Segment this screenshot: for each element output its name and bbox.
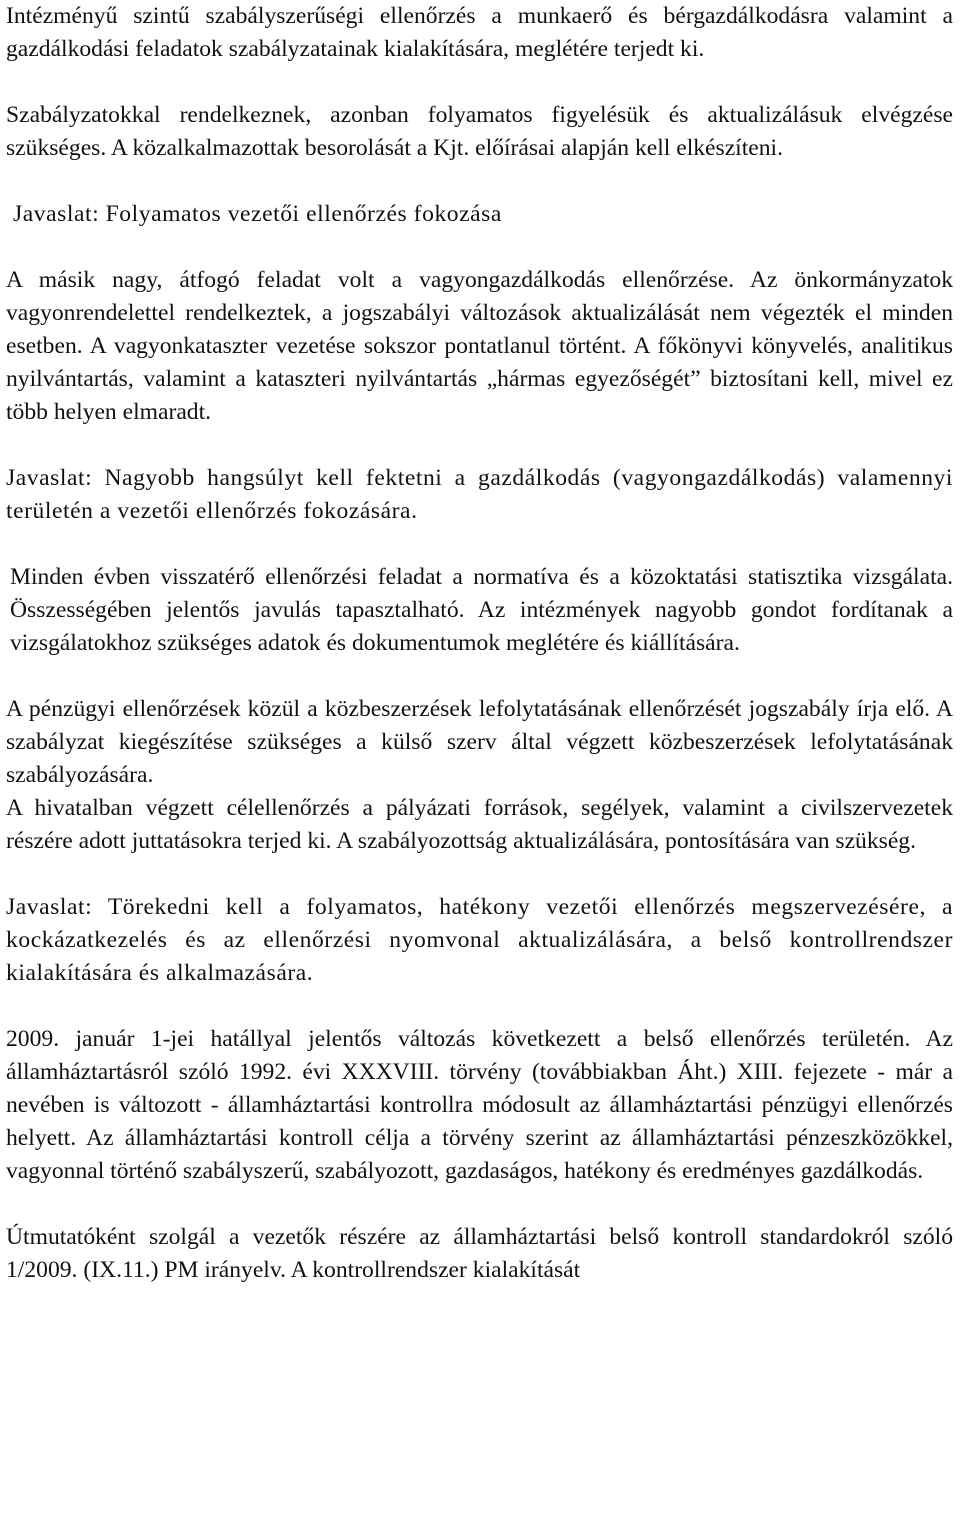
paragraph-intezmenyi-ellenorzes: Intézményű szintű szabályszerűségi ellenőrzés a munkaerő és bérgazdálkodásra valamint a gazdálkodási feladatok szabályzatainak kialakítására, meglétére terjedt ki. <box>6 3 953 62</box>
paragraph-javaslat-1: Javaslat: Folyamatos vezetői ellenőrzés fokozása <box>13 201 502 227</box>
paragraph-szabalyzatok: Szabályzatokkal rendelkeznek, azonban folyamatos figyelésük és aktualizálásuk elvégzése szükséges. A közalkalmazottak besorolását a Kjt. előírásai alapján kell elkészíteni. <box>6 102 953 161</box>
paragraph-allamhaztartasi-kontroll: 2009. január 1-jei hatállyal jelentős változás következett a belső ellenőrzés területén. Az államháztartásról szóló 1992. évi XXXVIII. törvény (továbbiakban Áht.) XIII. fejezete - már a nevében is változott - államháztartási kontrollra módosult az államháztartási pénzügyi ellenőrzés helyett. Az államháztartási kontroll célja a törvény szerint az államháztartási pénzeszközökkel, vagyonnal történő szabályszerű, szabályozott, gazdaságos, hatékony és eredményes gazdálkodás. <box>6 1026 953 1184</box>
paragraph-utmutato: Útmutatóként szolgál a vezetők részére az államháztartási belső kontroll standardokról szóló 1/2009. (IX.11.) PM irányelv. A kontrollrendszer kialakítását <box>6 1224 953 1283</box>
paragraph-javaslat-3: Javaslat: Törekedni kell a folyamatos, hatékony vezetői ellenőrzés megszervezésére, a kockázatkezelés és az ellenőrzési nyomvonal aktualizálására, a belső kontrollrendszer kialakítására és alkalmazására. <box>6 894 953 986</box>
paragraph-kozbeszerzesek: A pénzügyi ellenőrzések közül a közbeszerzések lefolytatásának ellenőrzését jogszabály írja elő. A szabályzat kiegészítése szükséges a külső szerv által végzett közbeszerzések lefolytatásának szabályozására. <box>6 696 953 788</box>
paragraph-normativa: Minden évben visszatérő ellenőrzési feladat a normatíva és a közoktatási statisztika vizsgálata. Összességében jelentős javulás tapasztalható. Az intézmények nagyobb gondot fordítanak a vizsgálatokhoz szükséges adatok és dokumentumok meglétére és kiállítására. <box>10 564 953 656</box>
paragraph-javaslat-2: Javaslat: Nagyobb hangsúlyt kell fektetni a gazdálkodás (vagyongazdálkodás) valamennyi területén a vezetői ellenőrzés fokozására. <box>6 465 953 524</box>
paragraph-vagyongazdalkodas: A másik nagy, átfogó feladat volt a vagyongazdálkodás ellenőrzése. Az önkormányzatok vagyonrendelettel rendelkeztek, a jogszabályi változások aktualizálását nem végezték el minden esetben. A vagyonkataszter vezetése sokszor pontatlanul történt. A főkönyvi könyvelés, analitikus nyilvántartás, valamint a kataszteri nyilvántartás „hármas egyezőségét” biztosítani kell, mivel ez több helyen elmaradt. <box>6 267 953 425</box>
paragraph-celellenorzes: A hivatalban végzett célellenőrzés a pályázati források, segélyek, valamint a civilszervezetek részére adott juttatásokra terjed ki. A szabályozottság aktualizálására, pontosítására van szükség. <box>6 795 953 854</box>
